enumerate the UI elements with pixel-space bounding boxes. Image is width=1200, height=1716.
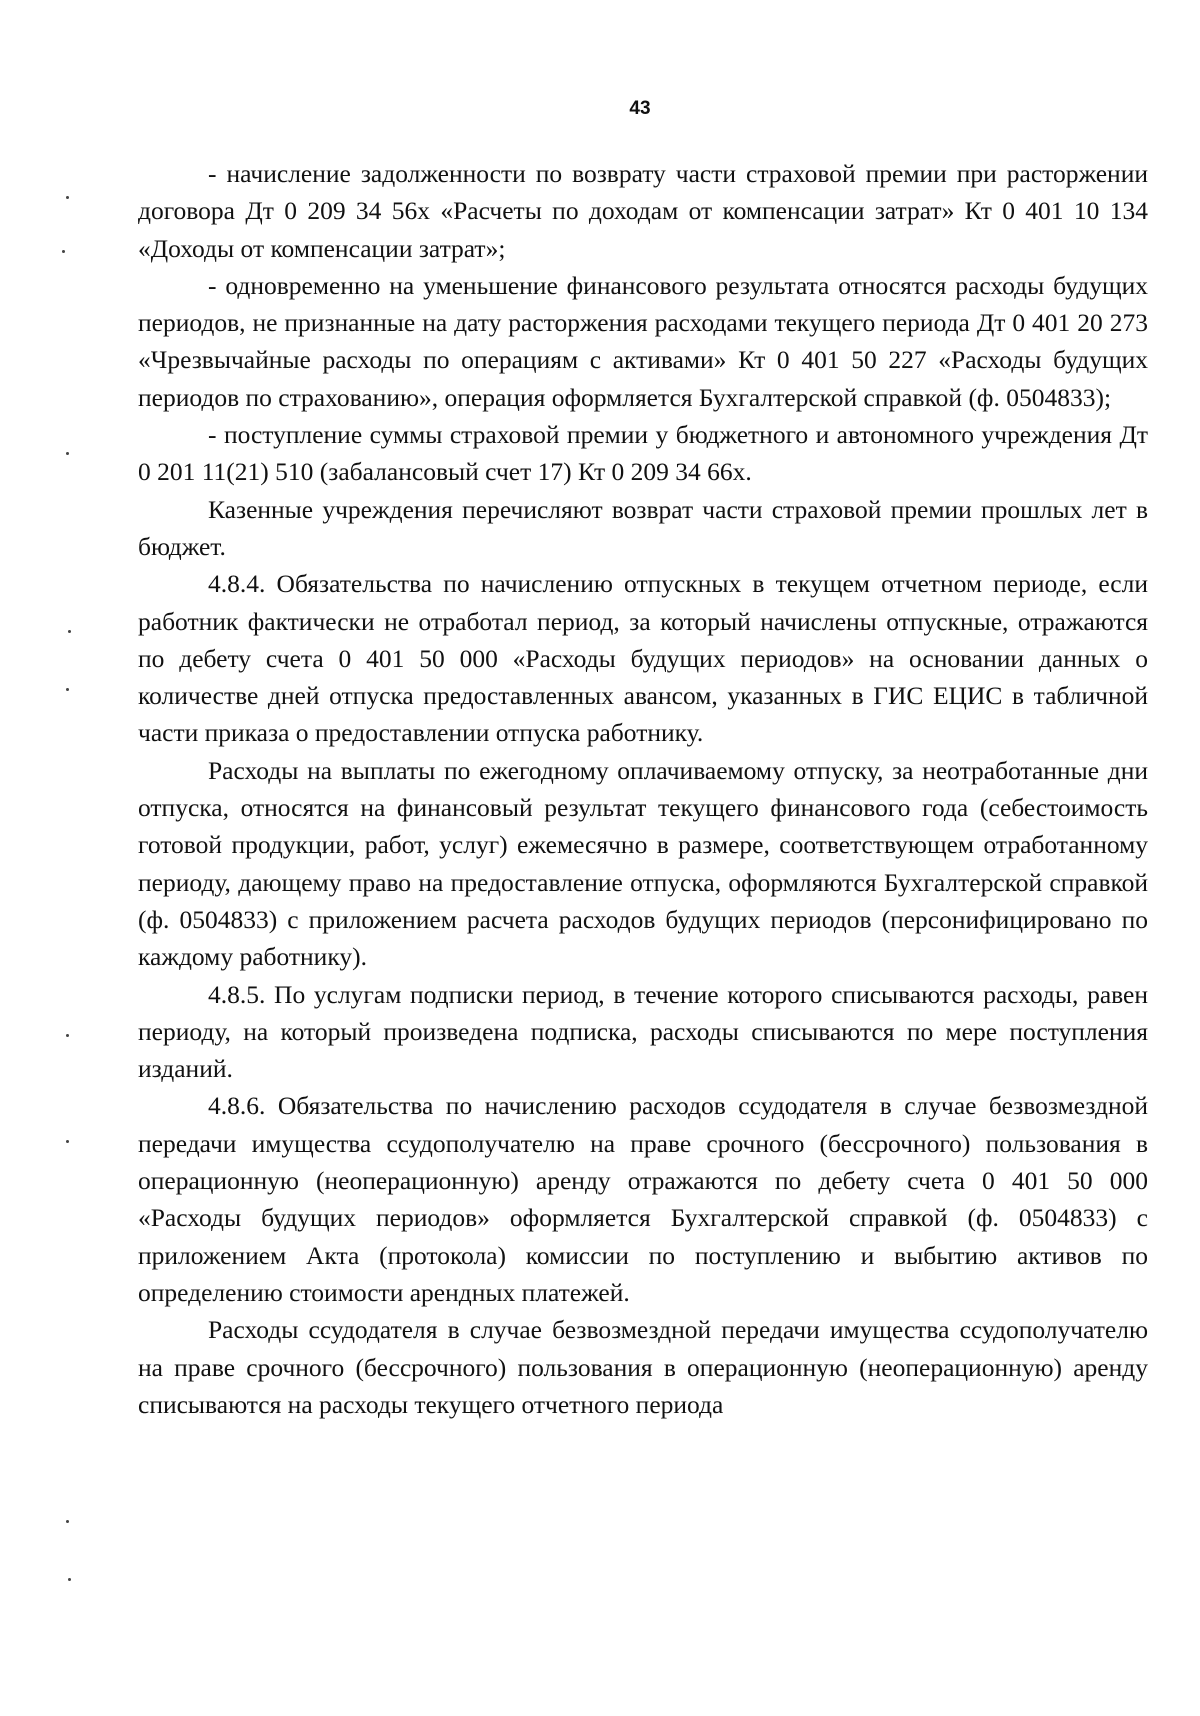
scan-speck — [66, 1034, 69, 1037]
paragraph-financial-result: - одновременно на уменьшение финансового результата относятся расходы будущих периодов, не признанные на дату расторжения расходами текущего периода Дт 0 401 20 273 «Чрезвычайные расходы по операциям с активами» Кт 0 401 50 227 «Расходы будущих периодов по страхованию», операция оформляется Бухгалтерской справкой (ф. 0504833); — [138, 270, 1148, 412]
scan-speck — [66, 196, 69, 199]
paragraph-4-8-5: 4.8.5. По услугам подписки период, в течение которого списываются расходы, равен периоду, на который произведена подписка, расходы списываются по мере поступления изданий. — [138, 979, 1148, 1084]
scan-speck — [66, 1520, 69, 1523]
page-number: 43 — [629, 98, 651, 119]
scan-speck — [66, 1140, 69, 1143]
scan-speck — [68, 1578, 71, 1581]
paragraph-4-8-4: 4.8.4. Обязательства по начислению отпускных в текущем отчетном периоде, если работник фактически не отработал период, за который начислены отпускные, отражаются по дебету счета 0 401 50 000 «Расходы будущих периодов» на основании данных о количестве дней отпуска предоставленных авансом, указанных в ГИС ЕЦИС в табличной части приказа о предоставлении отпуска работнику. — [138, 569, 1148, 748]
paragraph-state-institutions: Казенные учреждения перечисляют возврат части страховой премии прошлых лет в бюджет. — [138, 494, 1148, 561]
paragraph-debt-accrual: - начисление задолженности по возврату части страховой премии при расторжении договора Дт 0 209 34 56х «Расчеты по доходам от компенсации затрат» Кт 0 401 10 134 «Доходы от компенсации затрат»; — [138, 159, 1148, 263]
scan-speck — [66, 452, 69, 455]
paragraph-vacation-expenses: Расходы на выплаты по ежегодному оплачиваемому отпуску, за неотработанные дни отпуска, относятся на финансовый результат текущего финансового года (себестоимость готовой продукции, работ, услуг) ежемесячно в размере, соответствующем отработанному периоду, дающему право на предоставление отпуска, оформляются Бухгалтерской справкой (ф. 0504833) с приложением расчета расходов будущих периодов (персонифицировано по каждому работнику). — [138, 755, 1148, 972]
scan-speck — [66, 688, 69, 691]
paragraph-4-8-6: 4.8.6. Обязательства по начислению расходов ссудодателя в случае безвозмездной передачи имущества ссудополучателю на праве срочного (бессрочного) пользования в операционную (неоперационную) аренду отражаются по дебету счета 0 401 50 000 «Расходы будущих периодов» оформляется Бухгалтерской справкой (ф. 0504833) с приложением Акта (протокола) комиссии по поступлению и выбытию активов по определению стоимости арендных платежей. — [138, 1091, 1148, 1307]
scan-speck — [62, 250, 65, 253]
paragraph-lender-expenses: Расходы ссудодателя в случае безвозмездной передачи имущества ссудополучателю на праве срочного (бессрочного) пользования в операционную (неоперационную) аренду списываются на расходы текущего отчетного периода — [138, 1315, 1148, 1419]
document-body — [138, 155, 1148, 1423]
scan-speck — [68, 630, 71, 633]
paragraph-premium-receipt: - поступление суммы страховой премии у бюджетного и автономного учреждения Дт 0 201 11(21) 510 (забалансовый счет 17) Кт 0 209 34 66х. — [138, 420, 1148, 487]
